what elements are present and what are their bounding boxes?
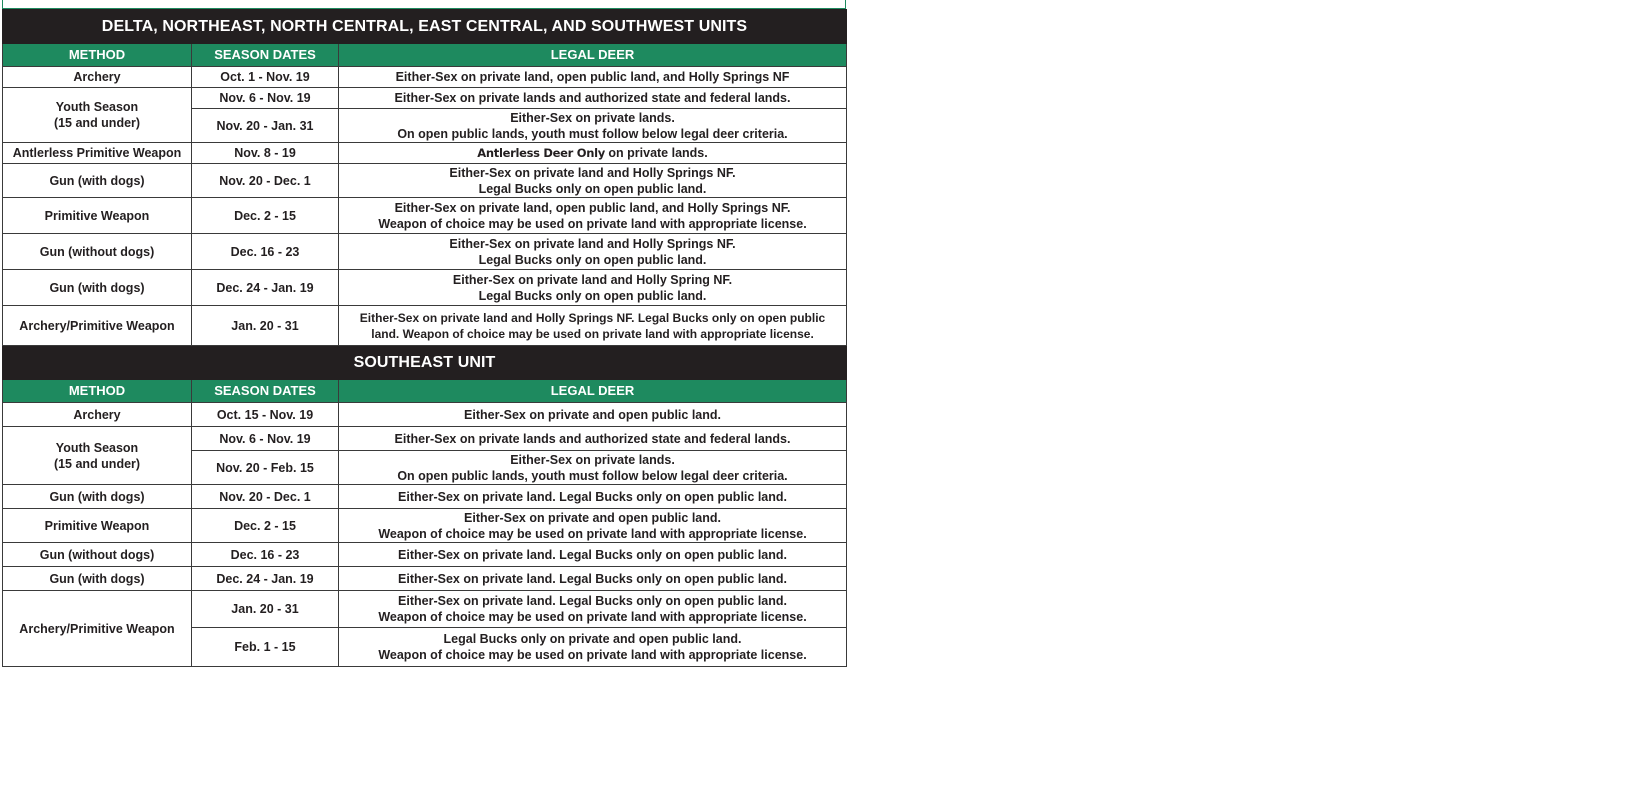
legal-line: Legal Bucks only on open public land. xyxy=(478,288,707,303)
method-line: Youth Season xyxy=(55,440,139,455)
legal-deer-cell: Either-Sex on private land. Legal Bucks only on open public land. xyxy=(339,567,847,591)
method-cell: Gun (with dogs) xyxy=(3,567,192,591)
legal-line: Either-Sex on private land and Holly Springs NF. xyxy=(449,236,736,251)
legal-line: Weapon of choice may be used on private land with appropriate license. xyxy=(378,216,807,231)
legal-line: On open public lands, youth must follow below legal deer criteria. xyxy=(397,126,788,141)
legal-line: Legal Bucks only on private and open public land. xyxy=(443,632,742,646)
legal-deer-cell xyxy=(339,591,847,628)
method-cell: Antlerless Primitive Weapon xyxy=(3,143,192,164)
legal-deer-cell: Either-Sex on private and open public land. xyxy=(339,403,847,427)
dates-cell: Dec. 16 - 23 xyxy=(192,543,339,567)
method-cell: Archery xyxy=(3,67,192,88)
legal-deer-cell xyxy=(339,198,847,234)
legal-deer-cell xyxy=(339,143,847,164)
column-header-season-dates: SEASON DATES xyxy=(192,380,339,403)
table-row xyxy=(3,198,847,234)
table-row xyxy=(3,67,847,88)
table-row xyxy=(3,543,847,567)
top-rule xyxy=(2,0,846,9)
dates-cell: Jan. 20 - 31 xyxy=(192,591,339,628)
legal-line: Either-Sex on private lands. xyxy=(510,452,675,467)
dates-cell: Nov. 20 - Feb. 15 xyxy=(192,451,339,485)
legal-deer-cell: Either-Sex on private land, open public land, and Holly Springs NF xyxy=(339,67,847,88)
method-line: (15 and under) xyxy=(53,116,141,130)
dates-cell: Dec. 24 - Jan. 19 xyxy=(192,567,339,591)
column-header-row xyxy=(3,44,847,67)
table-row xyxy=(3,306,847,346)
method-cell: Primitive Weapon xyxy=(3,198,192,234)
method-cell: Primitive Weapon xyxy=(3,509,192,543)
legal-line: Either-Sex on private and open public land. xyxy=(464,510,721,525)
dates-cell: Nov. 6 - Nov. 19 xyxy=(192,88,339,109)
legal-line: Either-Sex on private land and Holly Springs NF. Legal Bucks only on open public xyxy=(359,310,826,325)
dates-cell: Nov. 20 - Dec. 1 xyxy=(192,164,339,198)
table-row xyxy=(3,234,847,270)
legal-deer-cell xyxy=(339,509,847,543)
section-title-row xyxy=(3,10,847,44)
column-header-legal-deer: LEGAL DEER xyxy=(339,44,847,67)
column-header-legal-deer: LEGAL DEER xyxy=(339,380,847,403)
method-line: Youth Season xyxy=(55,100,139,114)
table-row xyxy=(3,485,847,509)
column-header-season-dates: SEASON DATES xyxy=(192,44,339,67)
method-cell: Gun (without dogs) xyxy=(3,543,192,567)
method-cell: Gun (with dogs) xyxy=(3,164,192,198)
table-row xyxy=(3,88,847,109)
column-header-method: METHOD xyxy=(3,44,192,67)
dates-cell: Dec. 2 - 15 xyxy=(192,509,339,543)
dates-cell: Dec. 24 - Jan. 19 xyxy=(192,270,339,306)
legal-line: Weapon of choice may be used on private land with appropriate license. xyxy=(378,526,807,541)
legal-deer-cell xyxy=(339,109,847,143)
dates-cell: Nov. 8 - 19 xyxy=(192,143,339,164)
legal-text: on private lands. xyxy=(604,146,708,160)
table-row xyxy=(3,591,847,628)
antlerless-emphasis: Antlerless Deer Only xyxy=(477,146,605,160)
legal-deer-cell: Either-Sex on private land. Legal Bucks only on open public land. xyxy=(339,485,847,509)
table-row xyxy=(3,427,847,451)
legal-line: On open public lands, youth must follow below legal deer criteria. xyxy=(397,468,788,483)
legal-deer-cell xyxy=(339,164,847,198)
dates-cell: Oct. 1 - Nov. 19 xyxy=(192,67,339,88)
legal-line: Either-Sex on private land and Holly Springs NF. xyxy=(449,165,736,180)
method-cell: Gun (with dogs) xyxy=(3,485,192,509)
section-title-row xyxy=(3,346,847,380)
column-header-row xyxy=(3,380,847,403)
method-cell: Gun (with dogs) xyxy=(3,270,192,306)
table-row xyxy=(3,270,847,306)
legal-deer-cell xyxy=(339,451,847,485)
method-line: (15 and under) xyxy=(53,456,141,471)
table-row xyxy=(3,143,847,164)
legal-deer-cell xyxy=(339,628,847,667)
dates-cell: Jan. 20 - 31 xyxy=(192,306,339,346)
section-title: SOUTHEAST UNIT xyxy=(3,346,847,380)
method-cell: Archery/Primitive Weapon xyxy=(3,306,192,346)
legal-deer-cell xyxy=(339,306,847,346)
dates-cell: Oct. 15 - Nov. 19 xyxy=(192,403,339,427)
dates-cell: Nov. 20 - Jan. 31 xyxy=(192,109,339,143)
method-cell: Gun (without dogs) xyxy=(3,234,192,270)
legal-deer-cell: Either-Sex on private lands and authorized state and federal lands. xyxy=(339,427,847,451)
table-row xyxy=(3,509,847,543)
column-header-method: METHOD xyxy=(3,380,192,403)
legal-line: Either-Sex on private land and Holly Spring NF. xyxy=(452,272,733,287)
dates-cell: Dec. 16 - 23 xyxy=(192,234,339,270)
legal-line: Weapon of choice may be used on private land with appropriate license. xyxy=(378,610,807,624)
legal-line: Legal Bucks only on open public land. xyxy=(478,252,707,267)
method-cell xyxy=(3,427,192,485)
legal-line: Either-Sex on private land. Legal Bucks only on open public land. xyxy=(398,594,787,608)
table-row xyxy=(3,567,847,591)
legal-deer-cell xyxy=(339,270,847,306)
table-row xyxy=(3,403,847,427)
table-row xyxy=(3,164,847,198)
section-title: DELTA, NORTHEAST, NORTH CENTRAL, EAST CENTRAL, AND SOUTHWEST UNITS xyxy=(3,10,847,44)
legal-deer-cell xyxy=(339,234,847,270)
legal-deer-cell: Either-Sex on private lands and authorized state and federal lands. xyxy=(339,88,847,109)
dates-cell: Nov. 20 - Dec. 1 xyxy=(192,485,339,509)
method-cell: Archery/Primitive Weapon xyxy=(3,591,192,667)
dates-cell: Dec. 2 - 15 xyxy=(192,198,339,234)
legal-deer-cell: Either-Sex on private land. Legal Bucks only on open public land. xyxy=(339,543,847,567)
dates-cell: Nov. 6 - Nov. 19 xyxy=(192,427,339,451)
legal-line: Weapon of choice may be used on private land with appropriate license. xyxy=(378,648,807,662)
deer-season-table xyxy=(2,9,847,667)
legal-line: Either-Sex on private lands. xyxy=(510,110,675,125)
method-cell xyxy=(3,88,192,143)
legal-line: land. Weapon of choice may be used on private land with appropriate license. xyxy=(371,326,814,341)
legal-line: Either-Sex on private land, open public land, and Holly Springs NF. xyxy=(394,200,791,215)
dates-cell: Feb. 1 - 15 xyxy=(192,628,339,667)
method-cell: Archery xyxy=(3,403,192,427)
legal-line: Legal Bucks only on open public land. xyxy=(478,181,707,196)
